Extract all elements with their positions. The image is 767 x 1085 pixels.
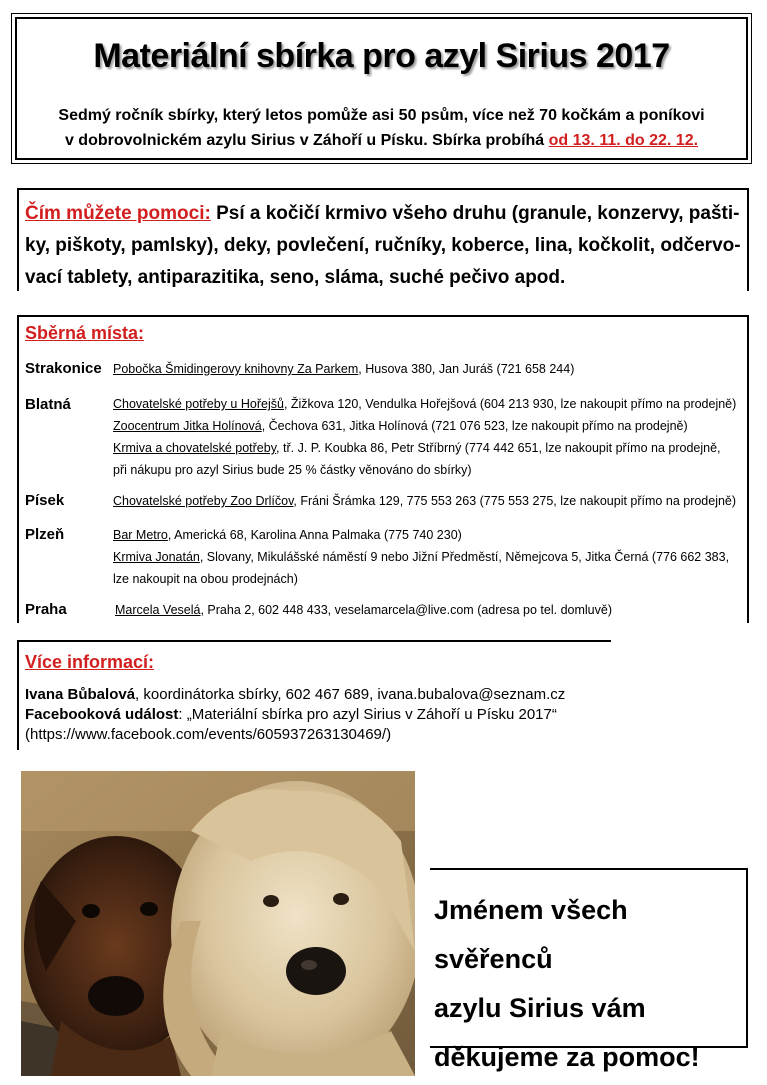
point-entry: Bar Metro, Americká 68, Karolina Anna Palmaka (775 740 230) bbox=[113, 528, 462, 542]
thanks-line-1: Jménem všech svěřenců bbox=[434, 895, 628, 974]
point-entry-continued: při nákupu pro azyl Sirius bude 25 % částky věnováno do sbírky) bbox=[113, 463, 472, 477]
city-praha: Praha bbox=[25, 601, 67, 618]
point-link[interactable]: Bar Metro bbox=[113, 528, 168, 542]
city-strakonice: Strakonice bbox=[25, 360, 102, 377]
intro-text bbox=[17, 103, 746, 153]
more-info-section bbox=[17, 640, 611, 750]
help-text bbox=[25, 198, 741, 294]
city-pisek: Písek bbox=[25, 492, 65, 509]
help-label: Čím můžete pomoci: bbox=[25, 203, 211, 224]
point-entry: Marcela Veselá, Praha 2, 602 448 433, veselamarcela@live.com (adresa po tel. domluvě) bbox=[115, 603, 612, 617]
city-plzen: Plzeň bbox=[25, 526, 65, 543]
point-link[interactable]: Pobočka Šmidingerovy knihovny Za Parkem bbox=[113, 362, 359, 376]
point-entry: Zoocentrum Jitka Holínová, Čechova 631, Jitka Holínová (721 076 523, lze nakoupit přímo na prodejně) bbox=[113, 419, 688, 433]
point-entry: Krmiva a chovatelské potřeby, tř. J. P. Koubka 86, Petr Stříbrný (774 442 651, lze nakoupit přímo na prodejně, bbox=[113, 441, 721, 455]
help-line-2: ky, piškoty, pamlsky), deky, povlečení, ručníky, koberce, lina, kočkolit, odčervo- bbox=[25, 235, 741, 256]
intro-line-1: Sedmý ročník sbírky, který letos pomůže asi 50 psům, více než 70 kočkám a poníkovi bbox=[58, 107, 705, 124]
point-link[interactable]: Chovatelské potřeby u Hořejšů bbox=[113, 397, 284, 411]
thanks-line-3: děkujeme za pomoc! bbox=[434, 1042, 700, 1072]
coordinator-name: Ivana Bůbalová bbox=[25, 686, 136, 703]
thanks-box bbox=[430, 868, 748, 1072]
thanks-text bbox=[434, 886, 744, 1082]
point-link[interactable]: Krmiva Jonatán bbox=[113, 550, 200, 564]
intro-line-2-text: v dobrovolnickém azylu Sirius v Záhoří u Písku. Sbírka probíhá bbox=[64, 132, 549, 149]
help-section bbox=[17, 188, 749, 291]
point-entry: Chovatelské potřeby u Hořejšů, Žižkova 120, Vendulka Hořejšová (604 213 930, lze nakoupit přímo na prodejně) bbox=[113, 397, 737, 411]
point-link[interactable]: Marcela Veselá bbox=[115, 603, 201, 617]
facebook-event: Facebooková událost: „Materiální sbírka pro azyl Sirius v Záhoří u Písku 2017“ bbox=[25, 706, 557, 723]
more-info-title: Více informací: bbox=[25, 652, 155, 672]
intro-line-2 bbox=[17, 128, 746, 153]
point-link[interactable]: Zoocentrum Jitka Holínová bbox=[113, 419, 262, 433]
facebook-event-url[interactable]: (https://www.facebook.com/events/605937263130469/) bbox=[25, 726, 392, 743]
help-line-1: Psí a kočičí krmivo všeho druhu (granule, konzervy, pašti- bbox=[210, 203, 740, 224]
collection-points-title: Sběrná místa: bbox=[25, 323, 145, 343]
header-box bbox=[15, 17, 748, 160]
point-entry-continued: lze nakoupit na obou prodejnách) bbox=[113, 572, 298, 586]
facebook-event-label: Facebooková událost bbox=[25, 706, 179, 723]
dogs-photo bbox=[21, 771, 415, 1076]
city-blatna: Blatná bbox=[25, 396, 71, 413]
page-title: Materiální sbírka pro azyl Sirius 2017 bbox=[93, 37, 670, 75]
point-entry: Chovatelské potřeby Zoo Drlíčov, Fráni Šrámka 129, 775 553 263 (775 553 275, lze nakoupit přímo na prodejně) bbox=[113, 494, 737, 508]
coordinator-contact: Ivana Bůbalová, koordinátorka sbírky, 602 467 689, ivana.bubalova@seznam.cz bbox=[25, 686, 566, 703]
help-line-3: vací tablety, antiparazitika, seno, sláma, suché pečivo apod. bbox=[25, 267, 566, 288]
point-link[interactable]: Krmiva a chovatelské potřeby bbox=[113, 441, 277, 455]
point-entry: Krmiva Jonatán, Slovany, Mikulášské náměstí 9 nebo Jižní Předměstí, Němejcova 5, Jitka Černá (776 662 383, bbox=[113, 550, 730, 564]
point-entry: Pobočka Šmidingerovy knihovny Za Parkem, Husova 380, Jan Juráš (721 658 244) bbox=[113, 362, 575, 376]
collection-dates: od 13. 11. do 22. 12. bbox=[548, 132, 699, 149]
collection-points-section bbox=[17, 315, 749, 623]
thanks-line-2: azylu Sirius vám bbox=[434, 993, 646, 1023]
point-link[interactable]: Chovatelské potřeby Zoo Drlíčov bbox=[113, 494, 294, 508]
